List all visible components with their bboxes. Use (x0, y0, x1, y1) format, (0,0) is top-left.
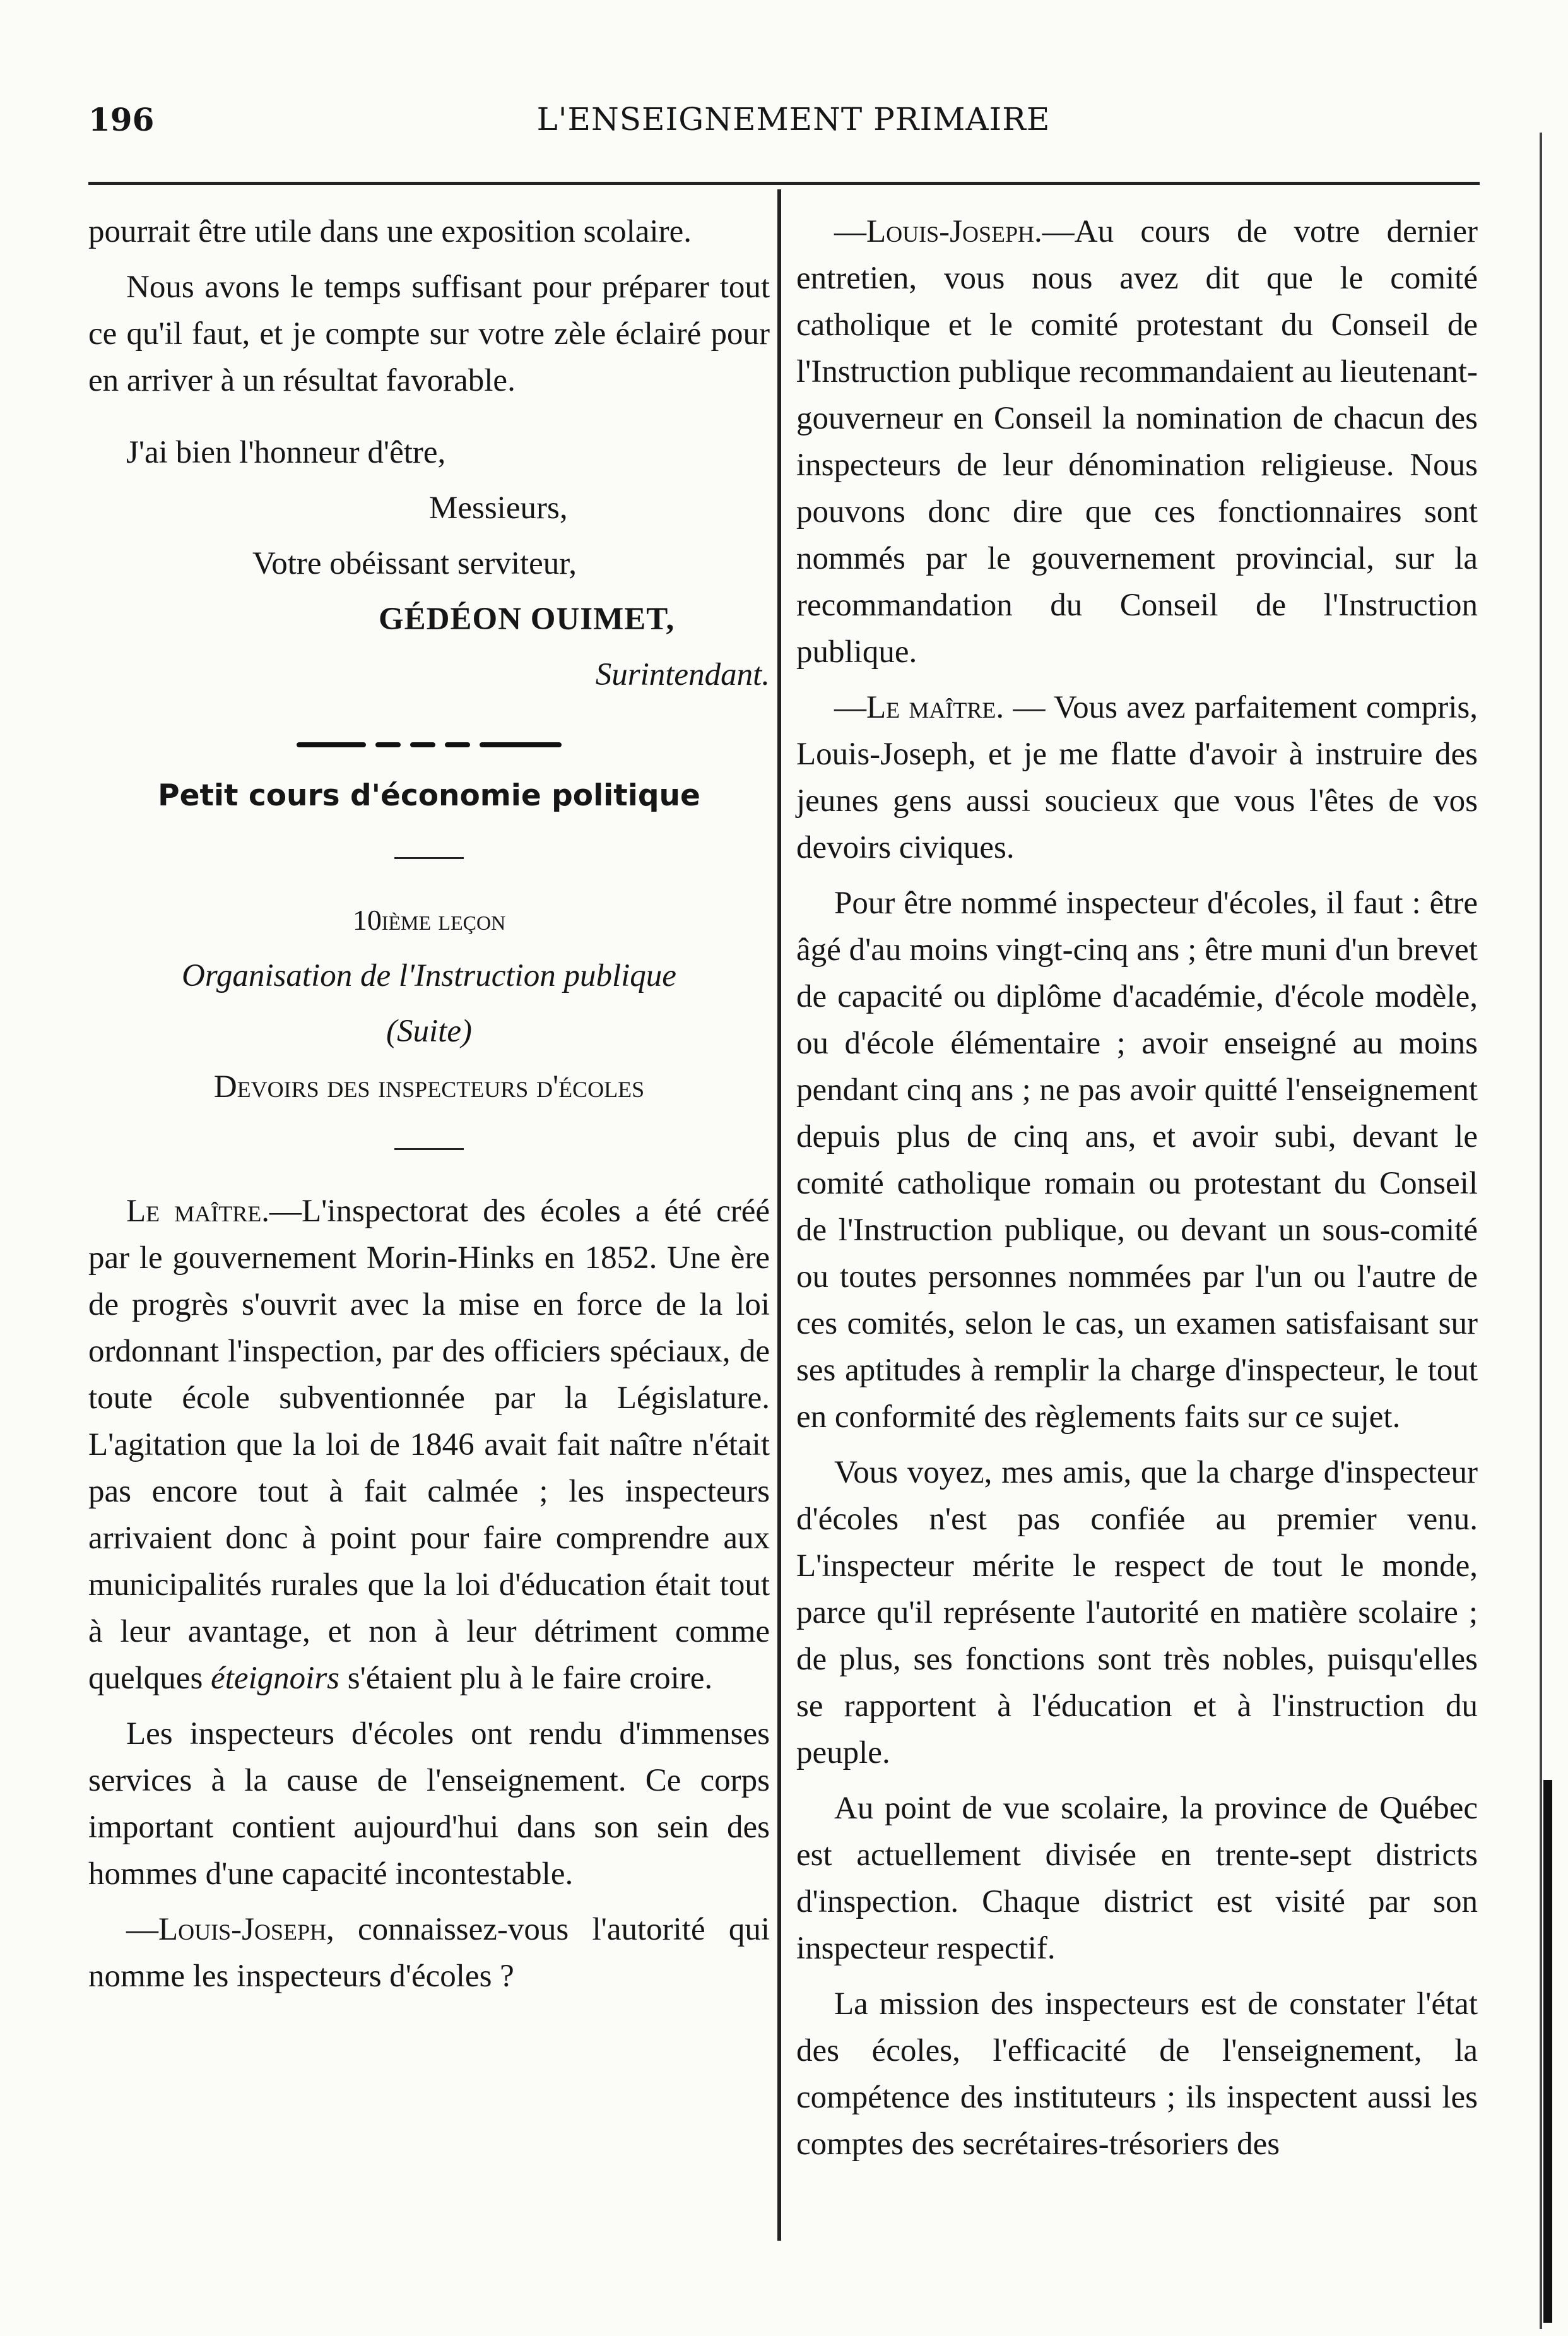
speaker-maitre: Le maître. (126, 1194, 269, 1229)
section-title: Petit cours d'économie politique (158, 778, 700, 813)
signature-title: Surintendant. (595, 657, 770, 692)
right-paragraph-2 (796, 684, 1478, 871)
header-rule (88, 182, 1480, 185)
lesson-heading: 10ième leçon (352, 904, 506, 936)
lesson-topic: Devoirs des inspecteurs d'écoles (213, 1069, 645, 1105)
lesson-subtitle: Organisation de l'Instruction publique (182, 958, 676, 993)
speaker-louis-joseph: Louis-Joseph (158, 1912, 327, 1947)
paragraph-text: —L'inspectorat des écoles a été créé par le gouvernement Morin-Hinks en 1852. Une ère de progrès s'ouvrit avec la mise en force de la loi ordonnant l'inspection, par des officiers spéciaux, de toute école subventionnée par la Législature. L'agitation que la loi de 1846 avait fait naître n'était pas encore tout à fait calmée ; les inspecteurs arrivaient donc à point pour faire comprendre aux municipalités rurales que la loi d'éducation était tout à leur avantage, et non à leur détriment comme quelques (88, 1194, 770, 1696)
ornamental-divider (297, 742, 562, 747)
paragraph-text: —Au cours de votre dernier entretien, vous nous avez dit que le comité catholique et le comité protestant du Conseil de l'Instruction publique recommandaient au lieutenant-gouverneur en Conseil la nomination de chacun des inspecteurs de leur dénomination religieuse. Nous pouvons donc dire que ces fonctionnaires sont nommés par le gouvernement provincial, sur la recommandation du Conseil de l'Instruction publique. (796, 214, 1478, 670)
paragraph-text: — Vous avez parfaitement compris, Louis-Joseph, et je me flatte d'avoir à instruire des jeunes gens aussi soucieux que vous l'êtes de vos devoirs civiques. (796, 690, 1478, 865)
italic-word: éteignoirs (211, 1661, 340, 1696)
letter-closing: J'ai bien l'honneur d'être, (126, 435, 446, 470)
paragraph-text: , connaissez-vous l'autorité qui nomme les inspecteurs d'écoles ? (88, 1912, 770, 1994)
page-edge-rule (1540, 133, 1542, 2329)
page-number: 196 (88, 101, 155, 138)
letter-salutation: Messieurs, (429, 490, 568, 526)
lesson-suite: (Suite) (386, 1014, 472, 1049)
letter-signoff: Votre obéissant serviteur, (252, 546, 577, 581)
right-paragraph-1 (796, 208, 1478, 675)
left-paragraph-4: Les inspecteurs d'écoles ont rendu d'immenses services à la cause de l'enseignement. Ce corps important contient aujourd'hui dans son sein des hommes d'une capacité incontestable. (88, 1716, 770, 1892)
left-paragraph-2: Nous avons le temps suffisant pour préparer tout ce qu'il faut, et je compte sur votre zèle éclairé pour en arriver à un résultat favorable. (88, 270, 770, 398)
right-paragraph-5: Au point de vue scolaire, la province de Québec est actuellement divisée en trente-sept districts d'inspection. Chaque district est visité par son inspecteur respectif. (796, 1791, 1478, 1966)
left-paragraph-1: pourrait être utile dans une exposition scolaire. (88, 214, 692, 249)
right-paragraph-4: Vous voyez, mes amis, que la charge d'inspecteur d'écoles n'est pas confiée au premier venu. L'inspecteur mérite le respect de tout le monde, parce qu'il représente l'autorité en matière scolaire ; de plus, ses fonctions sont très nobles, puisqu'elles se rapportent à l'éducation et à l'instruction du peuple. (796, 1455, 1478, 1770)
short-rule-2 (394, 1148, 464, 1150)
signature-name: GÉDÉON OUIMET, (379, 602, 675, 637)
dialogue-dash: — (834, 214, 866, 249)
right-paragraph-3: Pour être nommé inspecteur d'écoles, il faut : être âgé d'au moins vingt-cinq ans ; être muni d'un brevet de capacité ou diplôme d'académie, d'école modèle, ou d'école élémentaire ; avoir enseigné au moins pendant cinq ans ; ne pas avoir quitté l'enseignement depuis plus de cinq ans, et avoir subi, devant le comité catholique romain ou protestant du Conseil de l'Instruction publique, ou devant un sous-comité ou toutes personnes nommées par l'un ou l'autre de ces comités, selon le cas, un examen satisfaisant sur ses aptitudes à remplir la charge d'inspecteur, le tout en conformité des règlements faits sur ce sujet. (796, 886, 1478, 1435)
paragraph-text-end: s'étaient plu à le faire croire. (339, 1661, 713, 1696)
left-column (88, 208, 770, 2008)
left-paragraph-5 (88, 1906, 770, 2000)
right-column (796, 208, 1478, 2176)
speaker-louis-joseph: Louis-Joseph. (866, 214, 1042, 249)
dialogue-dash: — (126, 1912, 158, 1947)
speaker-maitre: Le maître. (866, 690, 1005, 725)
page-edge-bar (1543, 1780, 1552, 2323)
right-paragraph-6: La mission des inspecteurs est de constater l'état des écoles, l'efficacité de l'enseignement, la compétence des instituteurs ; ils inspectent aussi les comptes des secrétaires-trésoriers des (796, 1986, 1478, 2162)
page-header (88, 101, 1499, 158)
short-rule-1 (394, 857, 464, 859)
column-divider (777, 189, 781, 2241)
dialogue-dash: — (834, 690, 866, 725)
running-title: L'ENSEIGNEMENT PRIMAIRE (536, 101, 1051, 138)
left-paragraph-3 (88, 1188, 770, 1702)
